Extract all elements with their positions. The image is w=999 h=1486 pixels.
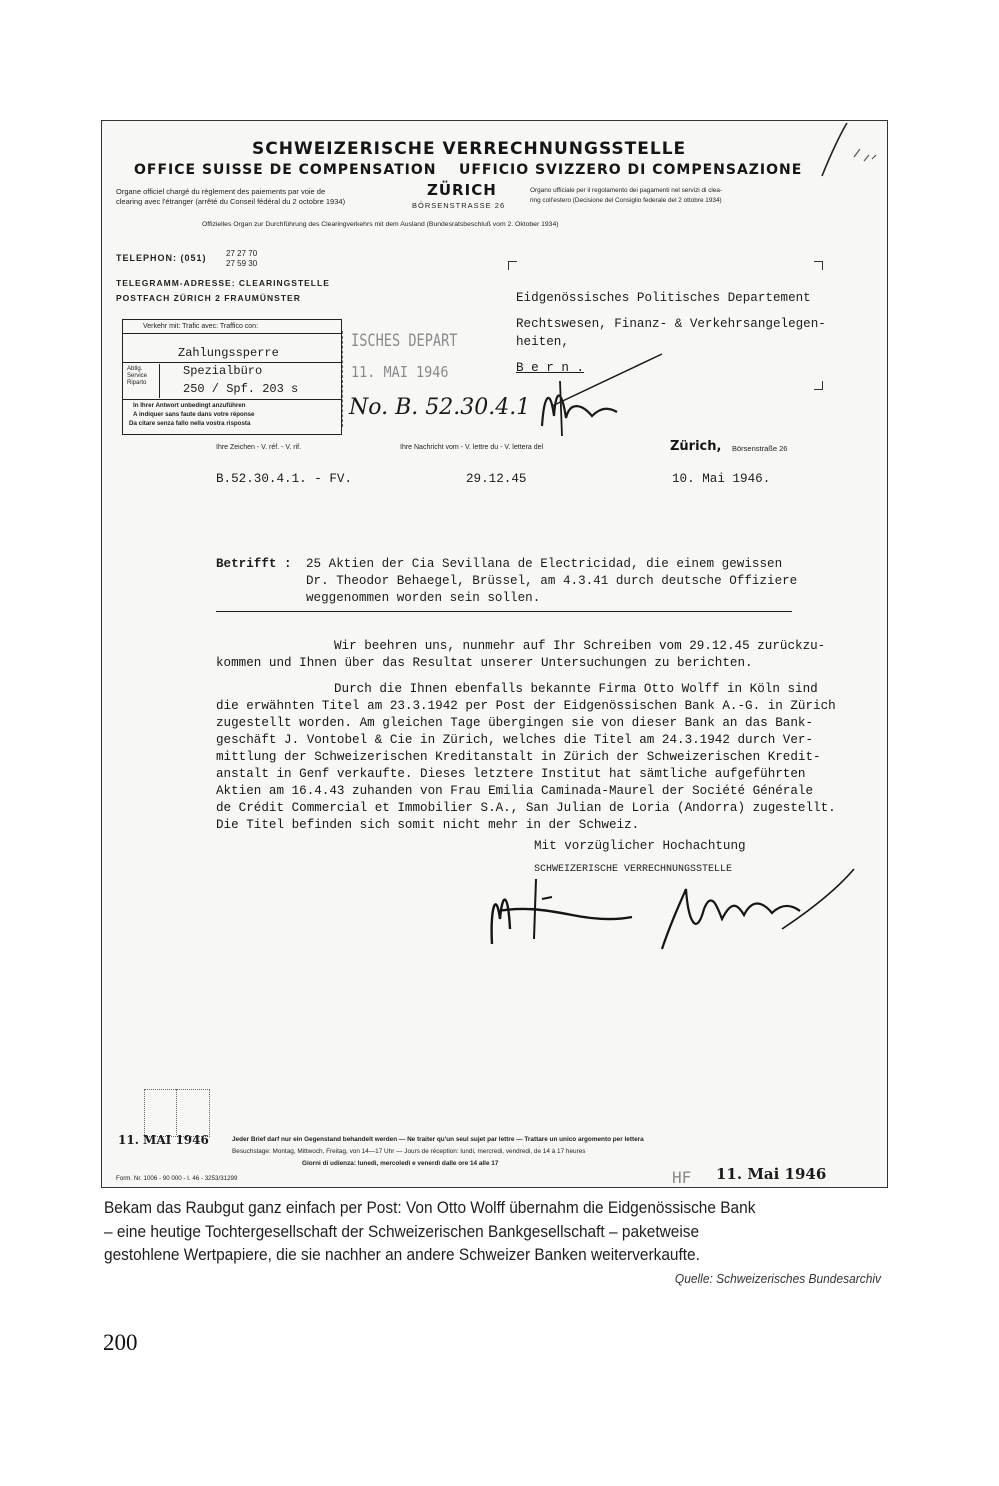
footer-line-3: Giorni di udienza: lunedì, mercoledì e venerdì dalle ore 14 alle 17 <box>302 1160 499 1167</box>
body-p1-line-1: Wir beehren uns, nunmehr auf Ihr Schreiben vom 29.12.45 zurückzu- <box>334 639 826 653</box>
fine-print-right-1: Organo ufficiale per il regolamento dei pagamenti nel servizi di clea- <box>530 187 723 194</box>
notice-it: Da citare senza fallo nella vostra risposta <box>129 420 251 427</box>
dept-label-fr: Service <box>127 373 148 379</box>
dept-label-de: Abtlg. <box>127 366 143 372</box>
recipient-line-3: heiten, <box>516 335 569 349</box>
subject-label: Betrifft : <box>216 557 292 571</box>
your-reference: B.52.30.4.1. - FV. <box>216 472 353 486</box>
subject-line-3: weggenommen worden sein sollen. <box>306 591 541 605</box>
caption-source: Quelle: Schweizerisches Bundesarchiv <box>674 1271 881 1286</box>
body-p2-line-2: die erwähnten Titel am 23.3.1942 per Post der Eidgenössischen Bank A.-G. in Zürich <box>216 699 836 713</box>
closing-greeting: Mit vorzüglicher Hochachtung <box>534 839 746 853</box>
telephone-label: TELEPHON: (051) <box>116 253 207 263</box>
telephone-number-2: 27 59 30 <box>226 259 258 268</box>
fine-print-right-2: ring coll'estero (Decisione del Consiglio federale del 2 ottobre 1934) <box>530 197 722 204</box>
closing-organization: SCHWEIZERISCHE VERRECHNUNGSSTELLE <box>534 864 733 875</box>
received-stamp <box>342 331 531 427</box>
address-window-mark <box>814 261 823 270</box>
caption-line-3: gestohlene Wertpapiere, die sie nachher an andere Schweizer Banken weiterverkaufte. <box>104 1245 700 1264</box>
your-letter-label: Ihre Nachricht vom - V. lettre du - V. lettera del <box>400 444 544 451</box>
body-p2-line-6: anstalt in Genf verkaufte. Dieses letztere Institut hat sämtliche aufgeführten <box>216 767 806 781</box>
caption-line-2: – eine heutige Tochtergesellschaft der Schweizerischen Bankgesellschaft – paketweise <box>104 1221 700 1241</box>
body-p2-line-8: de Crédit Commercial et Immobilier S.A., San Julian de Loria (Andorra) zugestellt. <box>216 801 836 815</box>
body-p2-line-9: Die Titel befinden sich somit nicht mehr in der Schweiz. <box>216 818 640 832</box>
recipient-line-2: Rechtswesen, Finanz- & Verkehrsangelegen- <box>516 317 826 331</box>
traffic-stamp-box <box>122 319 342 435</box>
caption-line-1: Bekam das Raubgut ganz einfach per Post: Von Otto Wolff übernahm die Eidgenössische Bank <box>104 1198 756 1217</box>
fine-print-left-2: clearing avec l'étranger (arrêté du Conseil fédéral du 2 octobre 1934) <box>116 197 346 206</box>
place-label: Zürich, <box>670 439 722 454</box>
recipient-line-1: Eidgenössisches Politisches Departement <box>516 291 811 305</box>
letterhead-title: SCHWEIZERISCHE VERRECHNUNGSSTELLE <box>252 139 687 159</box>
letterhead-title-it: UFFICIO SVIZZERO DI COMPENSAZIONE <box>459 162 803 178</box>
received-stamp-number: No. B. 52.30.4.1 <box>349 395 531 420</box>
body-p2-line-1: Durch die Ihnen ebenfalls bekannte Firma Otto Wolff in Köln sind <box>334 682 818 696</box>
letterhead-title-fr: OFFICE SUISSE DE COMPENSATION <box>134 162 437 178</box>
footer-stamp-received: 11. Mai 1946 <box>716 1165 827 1183</box>
dept-label-it: Riparto <box>127 380 147 386</box>
body-p2-line-7: Aktien am 16.4.43 zuhanden von Frau Emilia Caminada-Maurel der Société Générale <box>216 784 814 798</box>
handwritten-initials <box>522 346 682 436</box>
letter-date: 10. Mai 1946. <box>672 472 771 486</box>
postbox-address: POSTFACH ZÜRICH 2 FRAUMÜNSTER <box>116 293 301 303</box>
subject-line-2: Dr. Theodor Behaegel, Brüssel, am 4.3.41 durch deutsche Offiziere <box>306 574 798 588</box>
dept-reference: 250 / Spf. 203 s <box>183 382 299 396</box>
official-organ-line: Offizielles Organ zur Durchführung des Clearingverkehrs mit dem Ausland (Bundesratsbeschluß vom 2. Oktober 1934) <box>202 221 559 228</box>
recipient-city: B e r n . <box>516 361 585 375</box>
scanned-letter <box>101 120 888 1188</box>
place-street: Börsenstraße 26 <box>732 444 788 453</box>
subject-line-1: 25 Aktien der Cia Sevillana de Electricidad, die einem gewissen <box>306 557 783 571</box>
page-number: 200 <box>103 1330 138 1355</box>
filing-box <box>144 1089 210 1137</box>
fine-print-left-1: Organe officiel chargé du règlement des paiements par voie de <box>116 187 326 196</box>
notice-fr: A indiquer sans faute dans votre réponse <box>133 411 255 418</box>
handwritten-mark <box>792 121 882 181</box>
letterhead-street: BÖRSENSTRASSE 26 <box>412 201 506 210</box>
address-window-mark <box>508 261 517 270</box>
address-window-mark <box>814 381 823 390</box>
body-p2-line-5: mittlung der Schweizerischen Kreditanstalt in Zürich der Schweizerischen Kredit- <box>216 750 821 764</box>
footer-stamp-date: 11. MAI 1946 <box>118 1133 209 1147</box>
dept-name: Spezialbüro <box>183 364 263 378</box>
footer-line-2: Besuchstage: Montag, Mittwoch, Freitag, von 14—17 Uhr — Jours de réception: lundi, mercredi, vendredi, de 14 à 17 heures <box>232 1148 586 1155</box>
subject-rule <box>216 611 792 612</box>
form-number: Form. Nr. 1006 - 90 000 - I. 46 - 3253/31299 <box>116 1175 238 1182</box>
figure-caption <box>104 1196 848 1267</box>
traffic-header: Verkehr mit: Trafic avec: Traffico con: <box>143 323 259 330</box>
body-p2-line-4: geschäft J. Vontobel & Cie in Zürich, welches die Titel am 24.3.1942 durch Ver- <box>216 733 814 747</box>
telephone-number-1: 27 27 70 <box>226 249 258 258</box>
payment-block-label: Zahlungssperre <box>178 346 279 360</box>
footer-line-1: Jeder Brief darf nur ein Gegenstand behandelt werden — Ne traiter qu'un seul sujet par lettre — Trattare un unico argomento per lettera <box>232 1136 644 1143</box>
received-stamp-department: ISCHES DEPART <box>351 331 458 351</box>
handwritten-signatures <box>482 849 872 959</box>
telegram-address: TELEGRAMM-ADRESSE: CLEARINGSTELLE <box>116 278 330 288</box>
body-p2-line-3: zugestellt worden. Am gleichen Tage übergingen sie von dieser Bank an das Bank- <box>216 716 814 730</box>
body-p1-line-2: kommen und Ihnen über das Resultat unserer Untersuchungen zu berichten. <box>216 656 753 670</box>
footer-stamp-initials: HF <box>672 1168 692 1187</box>
your-letter-date: 29.12.45 <box>466 472 527 486</box>
notice-de: In Ihrer Antwort unbedingt anzuführen <box>133 402 246 409</box>
letterhead-city: ZÜRICH <box>427 181 497 199</box>
your-ref-label: Ihre Zeichen - V. réf. - V. rif. <box>216 444 302 451</box>
received-stamp-date: 11. MAI 1946 <box>351 363 449 381</box>
